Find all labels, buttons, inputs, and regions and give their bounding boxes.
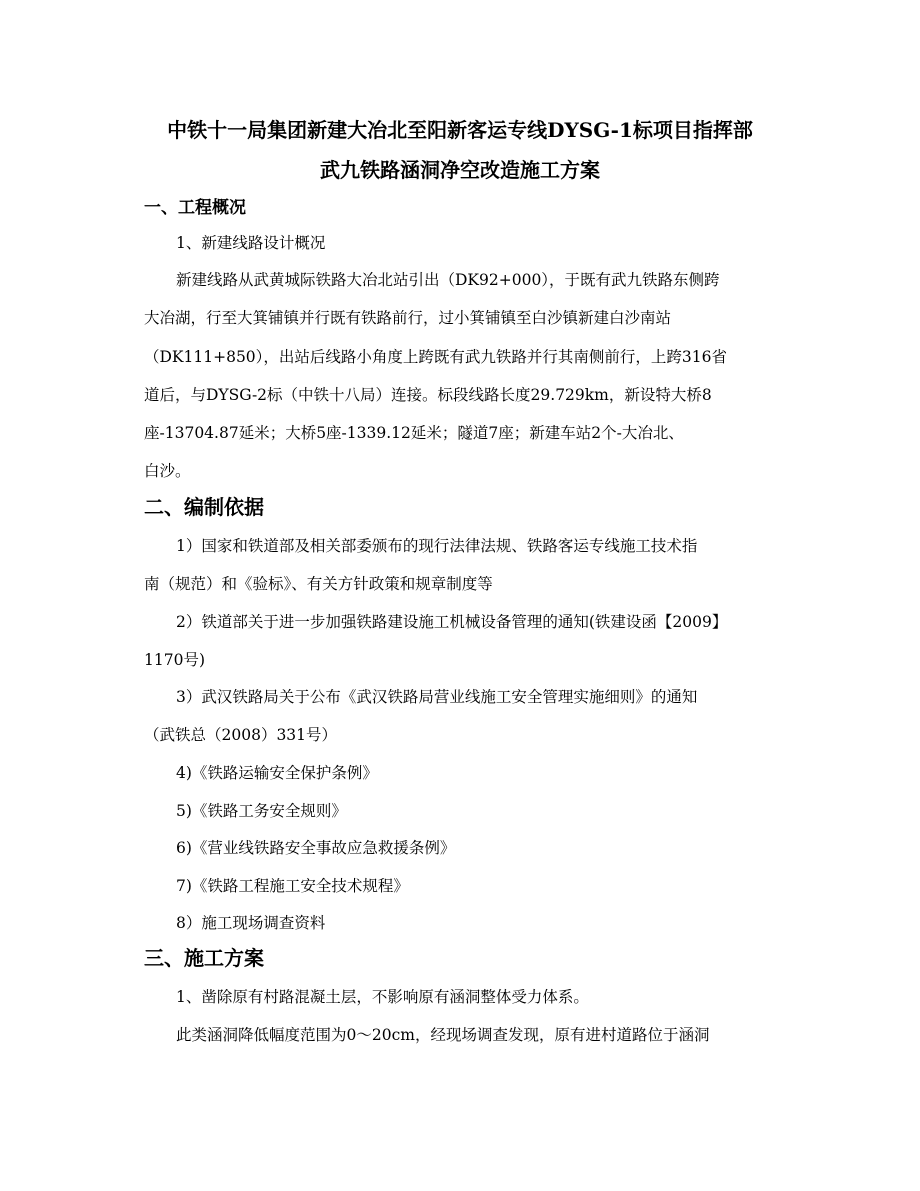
section-3-paragraph-line: 此类涵洞降低幅度范围为0～20cm，经现场调查发现，原有进村道路位于涵洞	[176, 1026, 710, 1044]
section-1-paragraph-line: 道后，与DYSG-2标（中铁十八局）连接。标段线路长度29.729km，新设特大桥8	[144, 386, 712, 404]
basis-item-2-line-1: 2）铁道部关于进一步加强铁路建设施工机械设备管理的通知(铁建设函【2009】	[176, 613, 728, 631]
section-1-heading: 一、工程概况	[144, 198, 246, 218]
section-1-paragraph-line: 新建线路从武黄城际铁路大冶北站引出（DK92+000），于既有武九铁路东侧跨	[176, 271, 720, 289]
section-1-subheading: 1、新建线路设计概况	[176, 234, 326, 252]
basis-item-7: 7)《铁路工程施工安全技术规程》	[176, 877, 409, 895]
basis-item-3-line-1: 3）武汉铁路局关于公布《武汉铁路局营业线施工安全管理实施细则》的通知	[176, 688, 698, 706]
section-2-heading: 二、编制依据	[144, 495, 264, 519]
section-3-subheading: 1、凿除原有村路混凝土层，不影响原有涵洞整体受力体系。	[176, 988, 589, 1006]
basis-item-1-line-2: 南（规范）和《验标》、有关方针政策和规章制度等	[144, 575, 493, 593]
section-3-heading: 三、施工方案	[144, 946, 264, 970]
basis-item-8: 8）施工现场调查资料	[176, 914, 326, 932]
section-1-paragraph-line: 座-13704.87延米；大桥5座-1339.12延米；隧道7座；新建车站2个-大冶北、	[144, 424, 684, 442]
basis-item-3-line-2: （武铁总（2008）331号）	[144, 726, 338, 744]
section-1-paragraph-line: 大冶湖，行至大箕铺镇并行既有铁路前行，过小箕铺镇至白沙镇新建白沙南站	[144, 309, 672, 327]
document-title-line-1: 中铁十一局集团新建大冶北至阳新客运专线DYSG-1标项目指挥部	[167, 118, 753, 142]
section-1-paragraph-line: 白沙。	[144, 462, 191, 480]
section-1-paragraph-line: （DK111+850），出站后线路小角度上跨既有武九铁路并行其南侧前行，上跨316省	[144, 348, 728, 366]
basis-item-4: 4)《铁路运输安全保护条例》	[176, 764, 378, 782]
basis-item-2-line-2: 1170号)	[144, 651, 205, 669]
basis-item-5: 5)《铁路工务安全规则》	[176, 802, 347, 820]
basis-item-1-line-1: 1）国家和铁道部及相关部委颁布的现行法律法规、铁路客运专线施工技术指	[176, 537, 698, 555]
document-title-line-2: 武九铁路涵洞净空改造施工方案	[320, 158, 600, 182]
basis-item-6: 6)《营业线铁路安全事故应急救援条例》	[176, 839, 456, 857]
